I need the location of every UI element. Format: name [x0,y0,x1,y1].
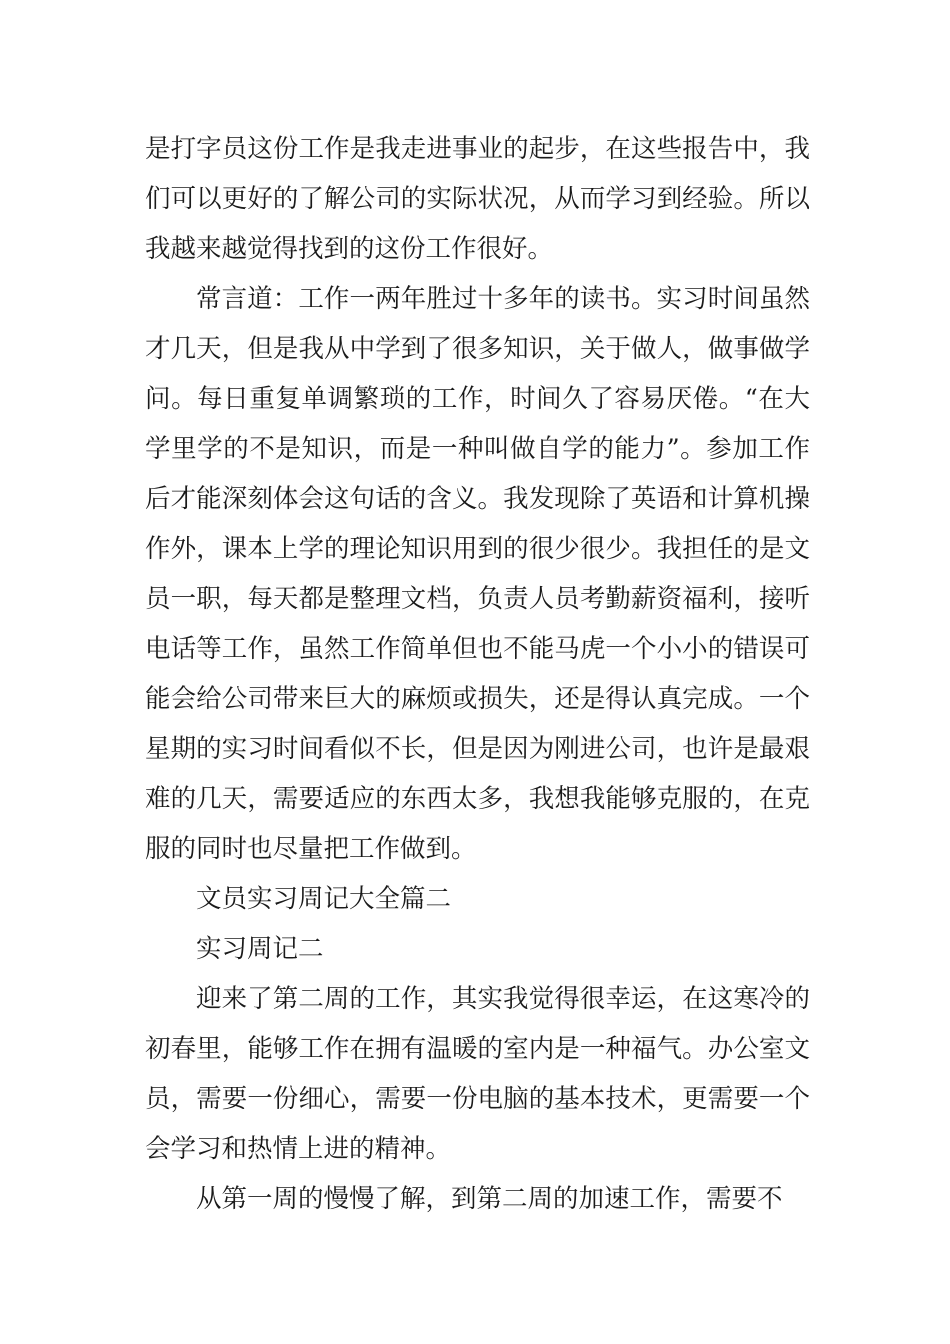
paragraph-trailing: 从第一周的慢慢了解，到第二周的加速工作，需要不 [196,1184,783,1214]
document-body [145,124,810,1224]
paragraph-second-week: 迎来了第二周的工作，其实我觉得很幸运，在这寒冷的初春里，能够工作在拥有温暖的室内是一种福气。办公室文员，需要一份细心，需要一份电脑的基本技术，更需要一个会学习和热情上进的精神。 [145,984,810,1164]
section-heading: 文员实习周记大全篇二 [196,884,452,914]
paragraph-continuation: 是打字员这份工作是我走进事业的起步，在这些报告中，我们可以更好的了解公司的实际状况，从而学习到经验。所以我越来越觉得找到的这份工作很好。 [145,134,810,264]
subsection-heading: 实习周记二 [196,934,324,964]
paragraph-saying: 常言道：工作一两年胜过十多年的读书。实习时间虽然才几天，但是我从中学到了很多知识，关于做人，做事做学问。每日重复单调繁琐的工作，时间久了容易厌倦。“在大学里学的不是知识，而是一种叫做自学的能力”。参加工作后才能深刻体会这句话的含义。我发现除了英语和计算机操作外，课本上学的理论知识用到的很少很少。我担任的是文员一职，每天都是整理文档，负责人员考勤薪资福利，接听电话等工作，虽然工作简单但也不能马虎一个小小的错误可能会给公司带来巨大的麻烦或损失，还是得认真完成。一个星期的实习时间看似不长，但是因为刚进公司，也许是最艰难的几天，需要适应的东西太多，我想我能够克服的，在克服的同时也尽量把工作做到。 [145,284,810,864]
